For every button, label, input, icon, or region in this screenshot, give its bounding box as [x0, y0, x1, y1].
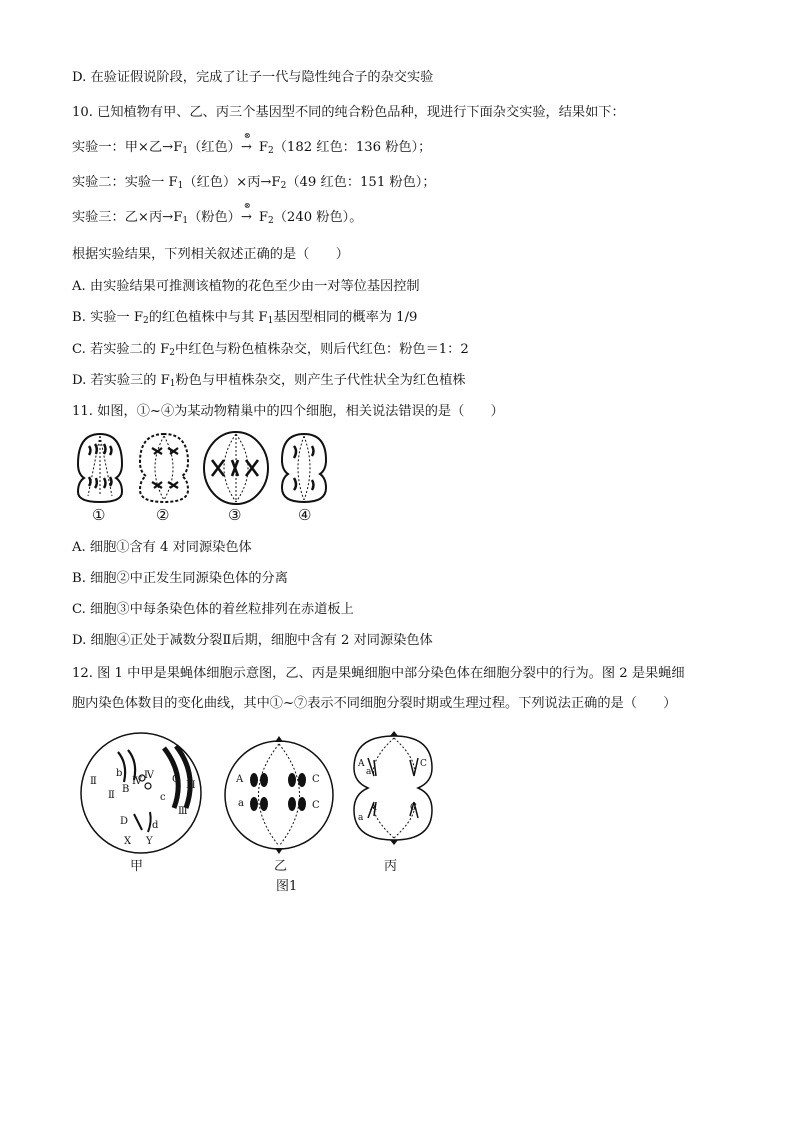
bing-mark: C	[410, 803, 417, 813]
jia-mark: Y	[146, 836, 153, 847]
yi-mark: A	[236, 774, 244, 785]
exp1-part-d: （182 红色：136 粉色）；	[273, 140, 432, 155]
exp1-part-b: （红色）	[188, 140, 241, 155]
jia-mark: C	[172, 774, 180, 785]
exp1-part-a: 实验一：甲×乙→F	[72, 140, 183, 155]
q12-stem-line1: 12. 图 1 中甲是果蝇体细胞示意图，乙、丙是果蝇细胞中部分染色体在细胞分裂中的行为。图 2 是果蝇细	[72, 666, 685, 681]
q11-option-b: B. 细胞②中正发生同源染色体的分离	[72, 571, 288, 586]
exp1-part-c: F	[258, 140, 269, 155]
q10-option-b: B. 实验一 $F_2$的红色植株中与其 $F_1$基因型相同的概率为 1/9	[72, 310, 418, 326]
yi-mark: C	[312, 774, 320, 785]
selfing-arrow: ⊗ →	[240, 131, 252, 155]
jia-mark: Ⅱ	[90, 776, 97, 787]
yi-cell-diagram	[225, 736, 333, 854]
q10-stem: 10. 已知植物有甲、乙、丙三个基因型不同的纯合粉色品种，现进行下面杂交实验，结果如下：	[72, 105, 625, 120]
figure-label-jia: 甲	[130, 859, 144, 874]
figure-label-bing: 丙	[384, 859, 398, 874]
exp3-part-c: F	[258, 210, 269, 225]
jia-cell-diagram	[81, 733, 201, 853]
cell-label-3: ③	[228, 506, 242, 524]
exp2-part-c: （49 红色：151 粉色）；	[286, 175, 436, 190]
yi-mark: C	[312, 800, 320, 811]
jia-mark: Ⅳ	[132, 776, 142, 787]
q10-option-c: C. 若实验二的 $F_2$中红色与粉色植株杂交，则后代红色：粉色＝1：2	[72, 342, 469, 358]
bing-mark: A	[358, 759, 365, 769]
q12-stem-line2: 胞内染色体数目的变化曲线，其中①~⑦表示不同细胞分裂时期或生理过程。下列说法正确的是（ ）	[72, 696, 677, 711]
exp2-part-b: （红色）×丙→F	[183, 175, 281, 190]
jia-mark: D	[120, 816, 129, 827]
cell-4-diagram	[282, 434, 326, 502]
jia-mark: c	[160, 792, 166, 803]
q10-question: 根据实验结果，下列相关叙述正确的是（ ）	[72, 247, 349, 262]
cell-1-diagram	[78, 434, 122, 502]
q11-option-c: C. 细胞③中每条染色体的着丝粒排列在赤道板上	[72, 602, 354, 617]
cell-label-4: ④	[298, 506, 312, 524]
figure-label-yi: 乙	[274, 859, 288, 874]
bing-cell-diagram	[354, 731, 432, 845]
bing-mark: a	[366, 767, 372, 777]
exp3-part-d: （240 粉色）。	[273, 210, 363, 225]
bing-mark: a	[358, 813, 364, 823]
q11-stem: 11. 如图，①~④为某动物精巢中的四个细胞，相关说法错误的是（ ）	[72, 404, 504, 419]
figure-caption: 图1	[276, 879, 298, 894]
q10-experiment-1: 实验一：甲×乙$\to F_1$（红色） ⊗ → $F_2(182$ 红色：136 粉色）；	[72, 131, 432, 156]
yi-mark: a	[238, 798, 244, 809]
q10-experiment-3: 实验三：乙×丙$\to F_1$（粉色） ⊗ → $F_2(240$ 粉色）。	[72, 201, 363, 226]
bing-mark: A	[370, 803, 377, 813]
q11-option-d: D. 细胞④正处于减数分裂Ⅱ后期，细胞中含有 2 对同源染色体	[72, 633, 433, 648]
cell-label-2: ②	[156, 506, 170, 524]
exp3-part-a: 实验三：乙×丙→F	[72, 210, 183, 225]
q9-option-d: D. 在验证假说阶段，完成了让子一代与隐性纯合子的杂交实验	[72, 70, 434, 85]
cell-label-1: ①	[92, 506, 106, 524]
exp2-part-a: 实验二：实验一 F	[72, 175, 178, 190]
jia-mark: X	[124, 836, 132, 847]
q10-option-d: D. 若实验三的 $F_1$粉色与甲植株杂交，则产生子代性状全为红色植株	[72, 373, 466, 389]
q10-option-a: A. 由实验结果可推测该植物的花色至少由一对等位基因控制	[72, 279, 420, 294]
jia-mark: b	[116, 768, 123, 779]
bing-mark: C	[420, 759, 427, 769]
exp3-part-b: （粉色）	[188, 210, 241, 225]
q11-option-a: A. 细胞①含有 4 对同源染色体	[72, 540, 252, 555]
q12-figure-1	[78, 730, 438, 900]
jia-mark: Ⅱ	[108, 790, 115, 801]
jia-mark: d	[152, 820, 159, 831]
cell-2-diagram	[140, 434, 188, 502]
jia-mark: Ⅲ	[178, 806, 188, 817]
jia-mark: Ⅲ	[186, 780, 196, 791]
jia-mark: B	[122, 784, 130, 795]
jia-mark: Ⅳ	[144, 770, 154, 781]
cell-3-diagram	[204, 432, 268, 504]
selfing-arrow: ⊗ →	[240, 201, 252, 225]
q10-experiment-2: 实验二：实验一 $F_1$（红色）×丙$\to F_2(49$ 红色：151 粉色）；	[72, 175, 436, 191]
